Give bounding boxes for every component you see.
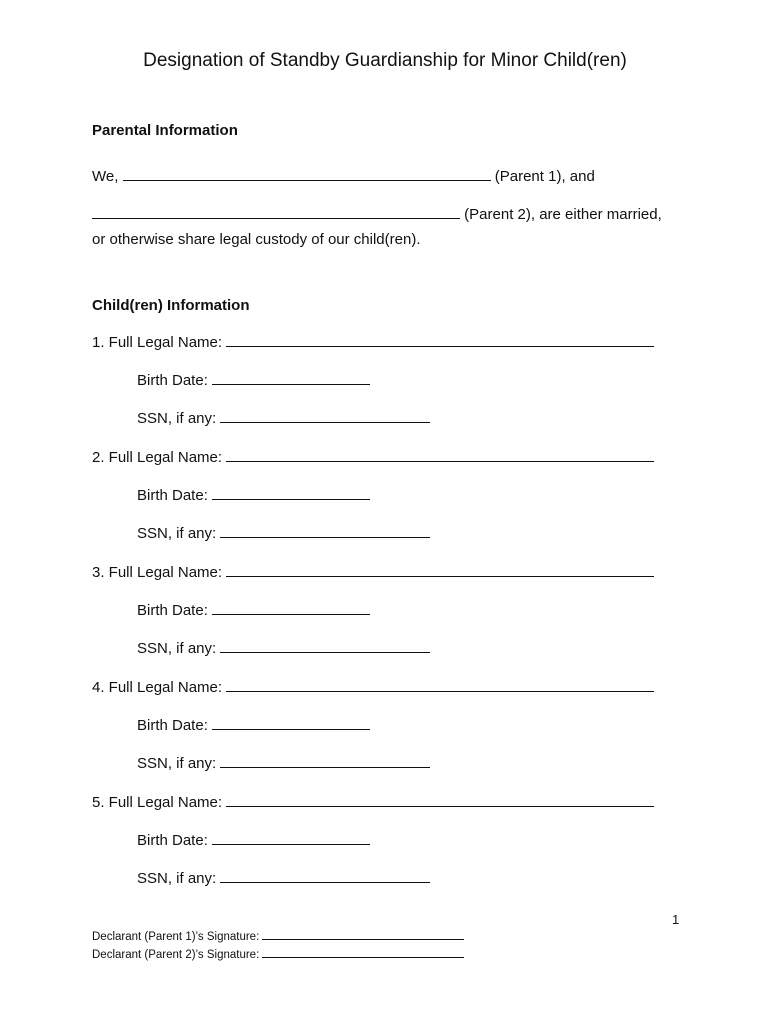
child-4-name-row — [92, 676, 654, 698]
page-number: 1 — [672, 912, 680, 927]
child-2-birth-date-field[interactable] — [212, 484, 370, 500]
child-5-ssn-field[interactable] — [220, 867, 430, 883]
declarant2-signature-field[interactable] — [262, 946, 464, 958]
child-3-name-field[interactable] — [226, 561, 654, 577]
child-5-birth-row-label: Birth Date: — [137, 832, 208, 849]
child-4-birth-date-field[interactable] — [212, 714, 370, 730]
parent1-name-field[interactable] — [123, 165, 491, 181]
children-information-heading: Child(ren) Information — [92, 297, 250, 314]
child-3-ssn-row-label: SSN, if any: — [137, 640, 217, 657]
child-3-birth-row-label: Birth Date: — [137, 602, 208, 619]
child-5-ssn-row — [137, 867, 430, 889]
we-label: We, — [92, 168, 119, 185]
child-2-ssn-row-label: SSN, if any: — [137, 525, 217, 542]
child-4-birth-row-label: Birth Date: — [137, 717, 208, 734]
parent2-name-field[interactable] — [92, 203, 460, 219]
child-4-ssn-field[interactable] — [220, 752, 430, 768]
child-1-name-field[interactable] — [226, 331, 654, 347]
child-5-name-row-label: 5. Full Legal Name: — [92, 794, 223, 811]
child-2-name-row — [92, 446, 654, 468]
child-3-ssn-field[interactable] — [220, 637, 430, 653]
child-3-name-row-label: 3. Full Legal Name: — [92, 564, 223, 581]
child-5-name-field[interactable] — [226, 791, 654, 807]
child-3-name-row — [92, 561, 654, 583]
child-1-name-row-label: 1. Full Legal Name: — [92, 334, 223, 351]
child-5-ssn-row-label: SSN, if any: — [137, 870, 217, 887]
custody-text: or otherwise share legal custody of our child(ren). — [92, 231, 421, 248]
child-5-name-row — [92, 791, 654, 813]
child-4-birth-row — [137, 714, 370, 736]
child-1-birth-date-field[interactable] — [212, 369, 370, 385]
child-3-birth-row — [137, 599, 370, 621]
parent1-suffix: (Parent 1), and — [494, 168, 595, 185]
child-3-ssn-row — [137, 637, 430, 659]
page-title: Designation of Standby Guardianship for Minor Child(ren) — [143, 50, 627, 71]
child-2-name-row-label: 2. Full Legal Name: — [92, 449, 223, 466]
child-1-name-row — [92, 331, 654, 353]
declarant1-label: Declarant (Parent 1)’s Signature: — [92, 931, 260, 943]
child-1-ssn-field[interactable] — [220, 407, 430, 423]
declarant1-signature-field[interactable] — [262, 928, 464, 940]
child-2-birth-row-label: Birth Date: — [137, 487, 208, 504]
child-2-birth-row — [137, 484, 370, 506]
child-1-ssn-row — [137, 407, 430, 429]
child-5-birth-date-field[interactable] — [212, 829, 370, 845]
child-2-name-field[interactable] — [226, 446, 654, 462]
child-2-ssn-field[interactable] — [220, 522, 430, 538]
declarant2-signature-row — [92, 946, 464, 963]
parent2-suffix: (Parent 2), are either married, — [464, 206, 662, 223]
child-5-birth-row — [137, 829, 370, 851]
child-2-ssn-row — [137, 522, 430, 544]
parent2-row — [92, 203, 662, 225]
child-4-name-field[interactable] — [226, 676, 654, 692]
declarant1-signature-row — [92, 928, 464, 945]
child-1-ssn-row-label: SSN, if any: — [137, 410, 217, 427]
child-1-birth-row — [137, 369, 370, 391]
declarant2-label: Declarant (Parent 2)’s Signature: — [92, 949, 260, 961]
parental-information-heading: Parental Information — [92, 122, 238, 139]
parent1-row — [92, 165, 595, 187]
child-4-name-row-label: 4. Full Legal Name: — [92, 679, 223, 696]
child-1-birth-row-label: Birth Date: — [137, 372, 208, 389]
child-3-birth-date-field[interactable] — [212, 599, 370, 615]
child-4-ssn-row-label: SSN, if any: — [137, 755, 217, 772]
child-4-ssn-row — [137, 752, 430, 774]
